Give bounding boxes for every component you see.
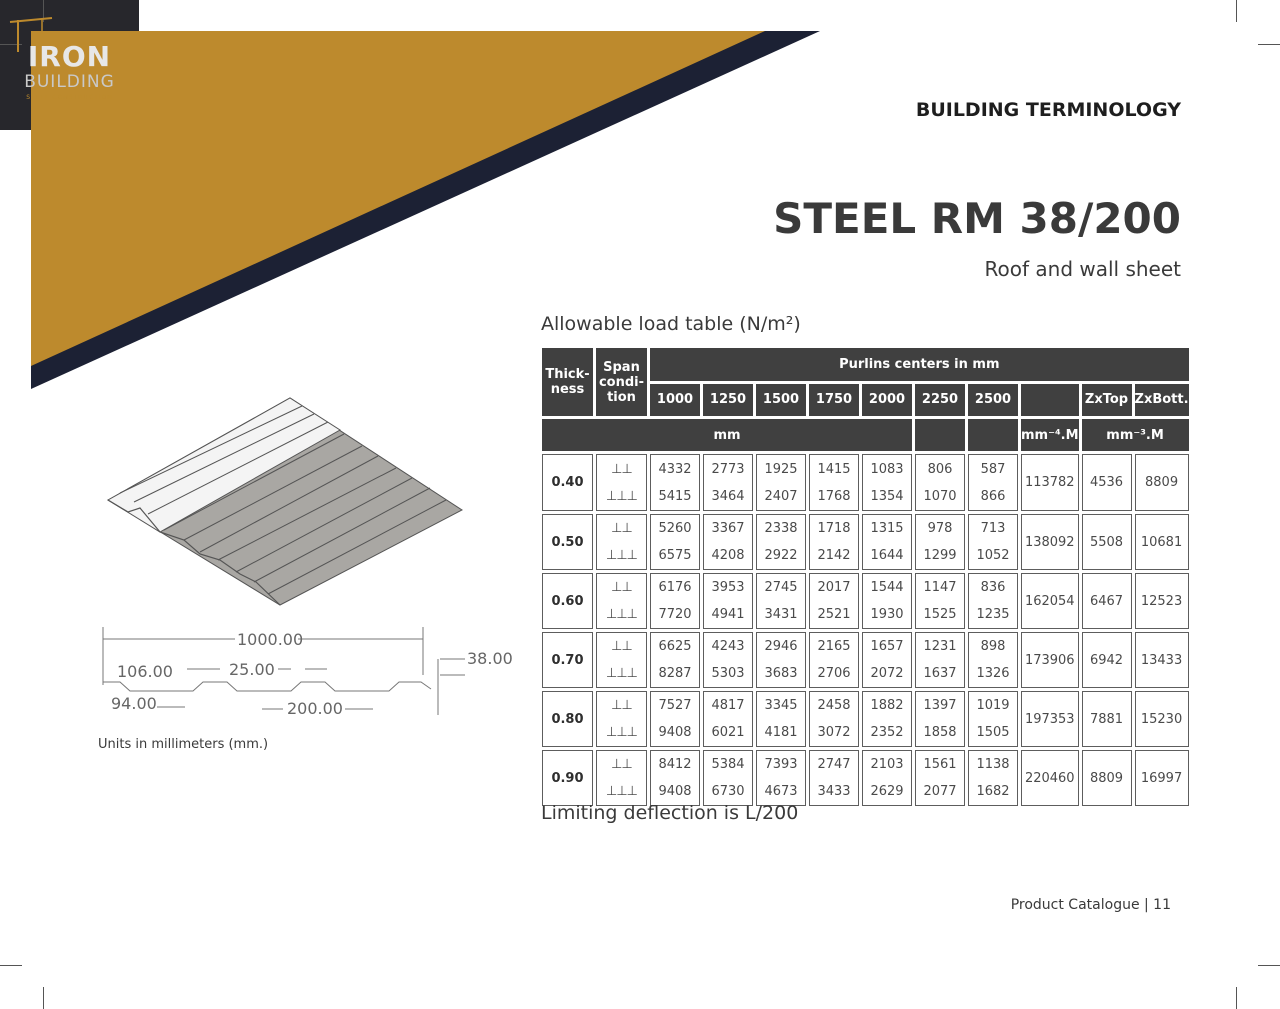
three-span-load: 2521 bbox=[817, 607, 851, 622]
logo-tagline: STEEL CONSTRUCTION bbox=[26, 94, 113, 101]
two-span-load: 1147 bbox=[923, 580, 957, 595]
two-span-load: 3345 bbox=[764, 698, 798, 713]
header-span: 1000 bbox=[650, 384, 700, 417]
two-span-load: 2165 bbox=[817, 639, 851, 654]
load-value-cell bbox=[703, 454, 753, 511]
table-row bbox=[542, 454, 1189, 511]
header-blank bbox=[1021, 384, 1079, 417]
three-span-symbol: ⊥⊥⊥ bbox=[606, 548, 637, 563]
load-value-cell bbox=[756, 454, 806, 511]
table-row bbox=[542, 691, 1189, 747]
dim-height: 38.00 bbox=[467, 649, 513, 668]
load-value-cell bbox=[756, 632, 806, 688]
load-value-cell bbox=[703, 573, 753, 629]
two-span-load: 6176 bbox=[658, 580, 692, 595]
load-value-cell bbox=[756, 750, 806, 806]
header-zxbott: ZxBott. bbox=[1135, 384, 1189, 417]
three-span-symbol: ⊥⊥⊥ bbox=[606, 784, 637, 799]
header-span: 2250 bbox=[915, 384, 965, 417]
dim-bottom-flat: 94.00 bbox=[111, 694, 157, 713]
thickness-cell: 0.50 bbox=[542, 514, 593, 570]
logo-iron: IRON bbox=[27, 40, 112, 73]
load-value-cell bbox=[756, 514, 806, 570]
three-span-load: 2706 bbox=[817, 666, 851, 681]
inertia-cell: 162054 bbox=[1021, 573, 1079, 629]
header-zxtop: ZxTop bbox=[1082, 384, 1132, 417]
load-value-cell bbox=[650, 632, 700, 688]
two-span-load: 1315 bbox=[870, 521, 904, 536]
two-span-symbol: ⊥⊥ bbox=[611, 698, 632, 713]
three-span-load: 6730 bbox=[711, 784, 745, 799]
table-row bbox=[542, 573, 1189, 629]
zxtop-cell: 6467 bbox=[1082, 573, 1132, 629]
table-row bbox=[542, 750, 1189, 806]
span-condition-cell bbox=[596, 454, 647, 511]
three-span-load: 1326 bbox=[976, 666, 1010, 681]
two-span-symbol: ⊥⊥ bbox=[611, 639, 632, 654]
load-value-cell bbox=[915, 750, 965, 806]
three-span-load: 9408 bbox=[658, 725, 692, 740]
header-unit-inertia: mm⁻⁴.M bbox=[1021, 419, 1079, 451]
load-value-cell bbox=[862, 573, 912, 629]
inertia-cell: 138092 bbox=[1021, 514, 1079, 570]
dim-rib-top: 25.00 bbox=[229, 660, 275, 679]
section-title: BUILDING TERMINOLOGY bbox=[915, 99, 1181, 121]
two-span-load: 2747 bbox=[817, 757, 851, 772]
two-span-load: 1561 bbox=[923, 757, 957, 772]
zxbott-cell: 13433 bbox=[1135, 632, 1189, 688]
three-span-symbol: ⊥⊥⊥ bbox=[606, 725, 637, 740]
span-condition-cell bbox=[596, 750, 647, 806]
two-span-load: 836 bbox=[980, 580, 1006, 595]
span-condition-cell bbox=[596, 632, 647, 688]
two-span-load: 806 bbox=[927, 461, 953, 477]
thickness-cell: 0.40 bbox=[542, 454, 593, 511]
two-span-load: 1925 bbox=[764, 461, 798, 477]
three-span-load: 1505 bbox=[976, 725, 1010, 740]
load-value-cell bbox=[756, 691, 806, 747]
zxtop-cell: 4536 bbox=[1082, 454, 1132, 511]
product-subtitle: Roof and wall sheet bbox=[984, 257, 1181, 281]
two-span-load: 4817 bbox=[711, 698, 745, 713]
three-span-load: 1637 bbox=[923, 666, 957, 681]
load-value-cell bbox=[809, 691, 859, 747]
three-span-load: 2077 bbox=[923, 784, 957, 799]
three-span-load: 1235 bbox=[976, 607, 1010, 622]
inertia-cell: 220460 bbox=[1021, 750, 1079, 806]
two-span-symbol: ⊥⊥ bbox=[611, 580, 632, 595]
zxtop-cell: 6942 bbox=[1082, 632, 1132, 688]
two-span-load: 3367 bbox=[711, 521, 745, 536]
page-footer: Product Catalogue | 11 bbox=[1010, 897, 1171, 913]
load-value-cell bbox=[862, 691, 912, 747]
load-value-cell bbox=[968, 632, 1018, 688]
three-span-load: 3683 bbox=[764, 666, 798, 681]
load-table bbox=[539, 345, 1192, 809]
table-title: Allowable load table (N/m²) bbox=[541, 313, 801, 335]
two-span-load: 4243 bbox=[711, 639, 745, 654]
header-span: 2500 bbox=[968, 384, 1018, 417]
load-value-cell bbox=[809, 454, 859, 511]
span-condition-cell bbox=[596, 573, 647, 629]
dim-total-width: 1000.00 bbox=[237, 630, 304, 649]
product-title: STEEL RM 38/200 bbox=[773, 194, 1181, 243]
load-value-cell bbox=[703, 632, 753, 688]
three-span-load: 866 bbox=[980, 488, 1006, 504]
load-value-cell bbox=[915, 691, 965, 747]
two-span-load: 7393 bbox=[764, 757, 798, 772]
span-condition-cell bbox=[596, 691, 647, 747]
two-span-symbol: ⊥⊥ bbox=[611, 521, 632, 536]
load-value-cell bbox=[968, 514, 1018, 570]
three-span-load: 1858 bbox=[923, 725, 957, 740]
three-span-load: 6575 bbox=[658, 548, 692, 563]
three-span-load: 1070 bbox=[923, 488, 957, 504]
two-span-symbol: ⊥⊥ bbox=[611, 757, 632, 772]
load-value-cell bbox=[915, 632, 965, 688]
three-span-load: 2922 bbox=[764, 548, 798, 563]
zxbott-cell: 8809 bbox=[1135, 454, 1189, 511]
two-span-load: 713 bbox=[980, 521, 1006, 536]
thickness-cell: 0.70 bbox=[542, 632, 593, 688]
load-value-cell bbox=[650, 750, 700, 806]
three-span-load: 1299 bbox=[923, 548, 957, 563]
two-span-load: 2946 bbox=[764, 639, 798, 654]
three-span-load: 1525 bbox=[923, 607, 957, 622]
inertia-cell: 173906 bbox=[1021, 632, 1079, 688]
zxtop-cell: 8809 bbox=[1082, 750, 1132, 806]
zxbott-cell: 15230 bbox=[1135, 691, 1189, 747]
three-span-load: 1930 bbox=[870, 607, 904, 622]
three-span-load: 2352 bbox=[870, 725, 904, 740]
two-span-load: 1544 bbox=[870, 580, 904, 595]
header-blank bbox=[968, 419, 1018, 451]
two-span-load: 1415 bbox=[817, 461, 851, 477]
load-value-cell bbox=[862, 750, 912, 806]
three-span-load: 9408 bbox=[658, 784, 692, 799]
two-span-load: 5260 bbox=[658, 521, 692, 536]
three-span-load: 2629 bbox=[870, 784, 904, 799]
load-value-cell bbox=[968, 573, 1018, 629]
three-span-load: 1682 bbox=[976, 784, 1010, 799]
zxbott-cell: 12523 bbox=[1135, 573, 1189, 629]
three-span-load: 2072 bbox=[870, 666, 904, 681]
three-span-load: 4673 bbox=[764, 784, 798, 799]
units-note: Units in millimeters (mm.) bbox=[98, 737, 269, 752]
header-unit-modulus: mm⁻³.M bbox=[1082, 419, 1189, 451]
load-value-cell bbox=[809, 514, 859, 570]
three-span-load: 1768 bbox=[817, 488, 851, 504]
three-span-load: 4181 bbox=[764, 725, 798, 740]
load-value-cell bbox=[809, 632, 859, 688]
zxbott-cell: 16997 bbox=[1135, 750, 1189, 806]
three-span-load: 8287 bbox=[658, 666, 692, 681]
two-span-load: 2773 bbox=[711, 461, 745, 477]
three-span-load: 3433 bbox=[817, 784, 851, 799]
load-value-cell bbox=[703, 750, 753, 806]
two-span-load: 587 bbox=[980, 461, 1006, 477]
two-span-load: 1083 bbox=[870, 461, 904, 477]
two-span-load: 1657 bbox=[870, 639, 904, 654]
load-value-cell bbox=[915, 514, 965, 570]
table-row bbox=[542, 632, 1189, 688]
header-span: 1750 bbox=[809, 384, 859, 417]
three-span-load: 3431 bbox=[764, 607, 798, 622]
two-span-load: 898 bbox=[980, 639, 1006, 654]
table-footnote: Limiting deflection is L/200 bbox=[541, 802, 799, 824]
header-span: 1500 bbox=[756, 384, 806, 417]
table-row bbox=[542, 514, 1189, 570]
three-span-symbol: ⊥⊥⊥ bbox=[606, 607, 637, 622]
three-span-symbol: ⊥⊥⊥ bbox=[606, 488, 637, 504]
two-span-load: 2745 bbox=[764, 580, 798, 595]
thickness-cell: 0.90 bbox=[542, 750, 593, 806]
two-span-load: 1397 bbox=[923, 698, 957, 713]
two-span-load: 2458 bbox=[817, 698, 851, 713]
two-span-symbol: ⊥⊥ bbox=[611, 461, 632, 477]
two-span-load: 7527 bbox=[658, 698, 692, 713]
two-span-load: 1019 bbox=[976, 698, 1010, 713]
three-span-load: 7720 bbox=[658, 607, 692, 622]
three-span-load: 2407 bbox=[764, 488, 798, 504]
load-value-cell bbox=[703, 514, 753, 570]
header-span: 1250 bbox=[703, 384, 753, 417]
span-condition-cell bbox=[596, 514, 647, 570]
dim-top-flat: 106.00 bbox=[117, 662, 173, 681]
two-span-load: 3953 bbox=[711, 580, 745, 595]
header-span-condition: Span condi-tion bbox=[596, 348, 647, 416]
zxtop-cell: 7881 bbox=[1082, 691, 1132, 747]
crop-mark bbox=[43, 987, 44, 1009]
two-span-load: 1231 bbox=[923, 639, 957, 654]
three-span-load: 6021 bbox=[711, 725, 745, 740]
three-span-load: 1052 bbox=[976, 548, 1010, 563]
three-span-load: 3072 bbox=[817, 725, 851, 740]
zxtop-cell: 5508 bbox=[1082, 514, 1132, 570]
header-blank bbox=[915, 419, 965, 451]
two-span-load: 1882 bbox=[870, 698, 904, 713]
load-value-cell bbox=[968, 454, 1018, 511]
load-value-cell bbox=[650, 514, 700, 570]
two-span-load: 2017 bbox=[817, 580, 851, 595]
three-span-load: 5303 bbox=[711, 666, 745, 681]
inertia-cell: 197353 bbox=[1021, 691, 1079, 747]
load-value-cell bbox=[862, 514, 912, 570]
load-value-cell bbox=[809, 573, 859, 629]
load-value-cell bbox=[650, 573, 700, 629]
crop-mark bbox=[1236, 987, 1237, 1009]
header-unit-mm: mm bbox=[542, 419, 912, 451]
two-span-load: 8412 bbox=[658, 757, 692, 772]
dim-pitch: 200.00 bbox=[287, 699, 343, 718]
inertia-cell: 113782 bbox=[1021, 454, 1079, 511]
header-thickness: Thick-ness bbox=[542, 348, 593, 416]
load-value-cell bbox=[809, 750, 859, 806]
three-span-load: 3464 bbox=[711, 488, 745, 504]
load-value-cell bbox=[968, 691, 1018, 747]
load-value-cell bbox=[968, 750, 1018, 806]
thickness-cell: 0.60 bbox=[542, 573, 593, 629]
three-span-load: 4941 bbox=[711, 607, 745, 622]
load-value-cell bbox=[915, 454, 965, 511]
two-span-load: 5384 bbox=[711, 757, 745, 772]
load-value-cell bbox=[915, 573, 965, 629]
crop-mark bbox=[1258, 965, 1280, 966]
load-value-cell bbox=[756, 573, 806, 629]
thickness-cell: 0.80 bbox=[542, 691, 593, 747]
two-span-load: 2103 bbox=[870, 757, 904, 772]
two-span-load: 6625 bbox=[658, 639, 692, 654]
load-value-cell bbox=[703, 691, 753, 747]
three-span-symbol: ⊥⊥⊥ bbox=[606, 666, 637, 681]
three-span-load: 1354 bbox=[870, 488, 904, 504]
zxbott-cell: 10681 bbox=[1135, 514, 1189, 570]
two-span-load: 2338 bbox=[764, 521, 798, 536]
three-span-load: 4208 bbox=[711, 548, 745, 563]
header-span: 2000 bbox=[862, 384, 912, 417]
crop-mark bbox=[0, 965, 22, 966]
sheet-illustration bbox=[100, 390, 470, 610]
load-value-cell bbox=[650, 691, 700, 747]
logo-building: BUILDING bbox=[24, 72, 115, 92]
load-value-cell bbox=[650, 454, 700, 511]
three-span-load: 2142 bbox=[817, 548, 851, 563]
three-span-load: 1644 bbox=[870, 548, 904, 563]
header-purlins: Purlins centers in mm bbox=[650, 348, 1189, 381]
two-span-load: 4332 bbox=[658, 461, 692, 477]
two-span-load: 1718 bbox=[817, 521, 851, 536]
two-span-load: 978 bbox=[927, 521, 953, 536]
three-span-load: 5415 bbox=[658, 488, 692, 504]
two-span-load: 1138 bbox=[976, 757, 1010, 772]
profile-drawing bbox=[95, 625, 515, 725]
load-value-cell bbox=[862, 454, 912, 511]
load-value-cell bbox=[862, 632, 912, 688]
